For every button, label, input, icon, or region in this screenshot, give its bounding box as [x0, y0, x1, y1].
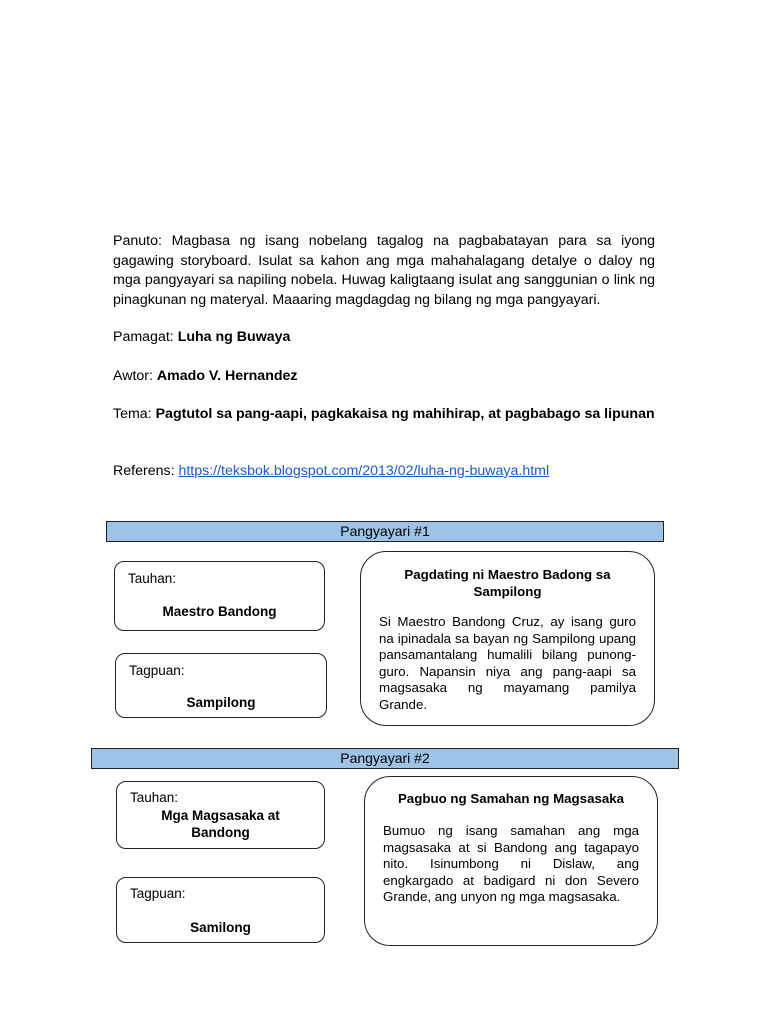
event-1-header: Pangyayari #1: [106, 521, 664, 542]
instructions-paragraph: Panuto: Magbasa ng isang nobelang tagalog na pagbabatayan para sa iyong gagawing storyboard. Isulat sa kahon ang mga mahahalagang detalye o daloy ng mga pangyayari sa napiling nobela. Huwag kaligtaang isulat ang sanggunian o link ng pinagkunan ng materyal. Maaaring magdagdag ng bilang ng mga pangyayari.: [113, 233, 655, 308]
event-1-setting-value: Sampilong: [186, 695, 256, 710]
event-1-setting-label: Tagpuan:: [129, 663, 185, 678]
title-field: [113, 328, 655, 348]
theme-value: Pagtutol sa pang-aapi, pagkakaisa ng mahihirap, at pagbabago sa lipunan: [155, 406, 655, 422]
author-value: Amado V. Hernandez: [156, 368, 298, 384]
event-2-summary-title: Pagbuo ng Samahan ng Magsasaka: [397, 791, 625, 806]
title-label: Pamagat:: [113, 329, 174, 345]
author-label: Awtor:: [113, 368, 153, 384]
event-1-summary-title: Pagdating ni Maestro Badong sa Sampilong: [404, 567, 611, 599]
theme-label: Tema:: [113, 406, 152, 422]
theme-field: [113, 405, 655, 425]
reference-link[interactable]: https://teksbok.blogspot.com/2013/02/luha-ng-buwaya.html: [178, 463, 550, 479]
author-field: [113, 367, 655, 387]
event-1-setting-box: [115, 653, 327, 718]
reference-field: [113, 462, 655, 482]
event-2-summary-text: Bumuo ng isang samahan ang mga magsasaka at si Bandong ang tagapayo nito. Isinumbong ni Dislaw, ang engkargado at badigard ni don Severo Grande, ang unyon ng mga magsasaka.: [383, 823, 639, 904]
event-2-character-box: [116, 781, 325, 849]
title-value: Luha ng Buwaya: [177, 329, 291, 345]
event-2-setting-value: Samilong: [190, 920, 251, 935]
event-2-character-value: Mga Magsasaka at Bandong: [161, 808, 280, 840]
event-2-character-label: Tauhan:: [130, 790, 179, 805]
event-1-character-value: Maestro Bandong: [162, 604, 277, 619]
event-2-header: Pangyayari #2: [91, 748, 679, 769]
event-2-summary-box: [364, 776, 658, 946]
event-1-character-label: Tauhan:: [128, 571, 177, 586]
event-1-summary-text: Si Maestro Bandong Cruz, ay isang guro na ipinadala sa bayan ng Sampilong upang pansamantalang humalili bilang punong-guro. Napansin niya ang pang-aapi sa magsasaka ng mayamang pamilya Grande.: [379, 614, 636, 712]
event-1-character-box: [114, 561, 325, 631]
event-1-summary-box: [360, 551, 655, 726]
event-2-setting-label: Tagpuan:: [130, 886, 186, 901]
event-2-setting-box: [116, 877, 325, 943]
reference-label: Referens:: [113, 463, 175, 479]
